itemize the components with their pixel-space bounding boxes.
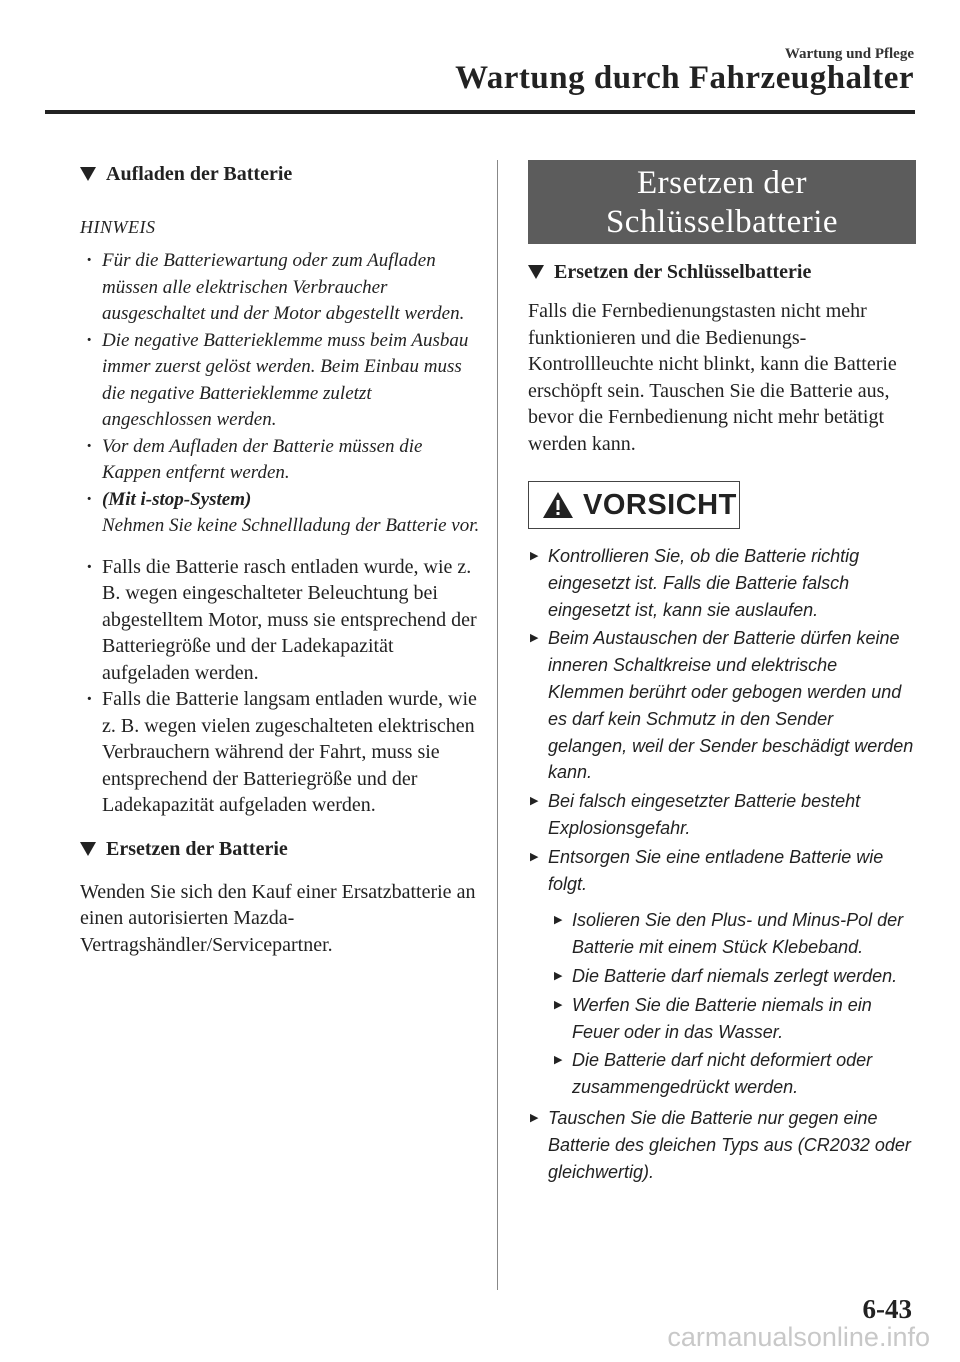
list-item: · Falls die Batterie langsam entladen wurde, wie z. B. wegen vielen zugeschalteten elektrischen Verbrauchern während der Fahrt, muss sie entsprechend der Batteriegröße und der Ladekapazität aufgeladen werden. [80, 686, 480, 819]
section-banner [528, 160, 916, 244]
list-item: · Für die Batteriewartung oder zum Aufladen müssen alle elektrischen Verbraucher ausgeschaltet und der Motor abgestellt werden. [80, 248, 480, 328]
page-number: 6-43 [862, 1294, 912, 1324]
banner-line-2: Schlüsselbatterie [605, 204, 839, 240]
caution-box [528, 481, 740, 529]
list-item: · Falls die Batterie rasch entladen wurde, wie z. B. wegen eingeschalteter Beleuchtung bei abgestelltem Motor, muss sie entsprechend der Batteriegröße und der Ladekapazität aufgeladen werden. [80, 554, 480, 687]
list-item: · Die negative Batterieklemme muss beim Ausbau immer zuerst gelöst werden. Beim Einbau muss die negative Batterieklemme zuletzt angeschlossen werden. [80, 328, 480, 434]
list-item: ▶ Die Batterie darf nicht deformiert oder zusammengedrückt werden. [552, 1047, 916, 1101]
heading-key-battery-text: Ersetzen der Schlüsselbatterie [554, 261, 812, 283]
list-item [80, 487, 480, 540]
list-item: ▶ Entsorgen Sie eine entladene Batterie wie folgt. [528, 844, 916, 898]
replace-battery-text: Wenden Sie sich den Kauf einer Ersatzbatterie an einen autorisierten Mazda-Vertragshändler/Servicepartner. [80, 880, 476, 956]
list-item: ▶ Kontrollieren Sie, ob die Batterie richtig eingesetzt ist. Falls die Batterie falsch eingesetzt ist, kann sie auslaufen. [528, 543, 916, 623]
heading-replace-battery-text: Ersetzen der Batterie [106, 837, 288, 860]
column-divider [497, 160, 498, 1290]
final-caution-list [528, 1105, 916, 1185]
list-item: ▶ Bei falsch eingesetzter Batterie besteht Explosionsgefahr. [528, 788, 916, 842]
warning-icon [541, 490, 575, 520]
banner-line-1: Ersetzen der [637, 165, 807, 201]
header-rule [45, 110, 915, 114]
heading-replace-battery [80, 833, 480, 865]
istop-label: (Mit i-stop-System) [102, 488, 252, 510]
triangle-down-icon [80, 842, 96, 856]
note-list [80, 248, 480, 540]
page-title: Wartung durch Fahrzeughalter [455, 60, 914, 96]
triangle-down-icon [528, 265, 544, 279]
list-item: ▶ Die Batterie darf niemals zerlegt werden. [552, 963, 916, 990]
right-column [528, 160, 916, 1187]
list-item: ▶ Isolieren Sie den Plus- und Minus-Pol der Batterie mit einem Stück Klebeband. [552, 907, 916, 961]
watermark: carmanualsonline.info [667, 1322, 930, 1352]
section-label: Wartung und Pflege [784, 46, 914, 62]
triangle-down-icon [80, 167, 96, 181]
disposal-list [552, 907, 916, 1101]
left-column [80, 158, 480, 958]
heading-charging-text: Aufladen der Batterie [106, 163, 293, 185]
istop-text: Nehmen Sie keine Schnellladung der Batterie vor. [102, 515, 480, 536]
list-item: ▶ Werfen Sie die Batterie niemals in ein Feuer oder in das Wasser. [552, 992, 916, 1046]
note-label: HINWEIS [80, 217, 156, 237]
caution-list [528, 543, 916, 897]
key-battery-intro: Falls die Fernbedienungstasten nicht mehr funktionieren und die Bedienungs-Kontrollleuchte nicht blinkt, kann die Batterie erschöpft sein. Tauschen Sie die Batterie aus, bevor die Fernbedienung nicht mehr betätigt werden kann. [528, 300, 897, 455]
heading-charging [80, 158, 480, 190]
charging-list [80, 554, 480, 819]
heading-key-battery [528, 256, 916, 288]
list-item: ▶ Beim Austauschen der Batterie dürfen keine inneren Schaltkreise und elektrische Klemmen berührt oder gebogen werden und es darf kein Schmutz in den Sender gelangen, weil der Sender beschädigt werden kann. [528, 625, 916, 786]
caution-label: VORSICHT [583, 488, 737, 521]
list-item: · Vor dem Aufladen der Batterie müssen die Kappen entfernt werden. [80, 434, 480, 487]
list-item: ▶ Tauschen Sie die Batterie nur gegen eine Batterie des gleichen Typs aus (CR2032 oder gleichwertig). [528, 1105, 916, 1185]
